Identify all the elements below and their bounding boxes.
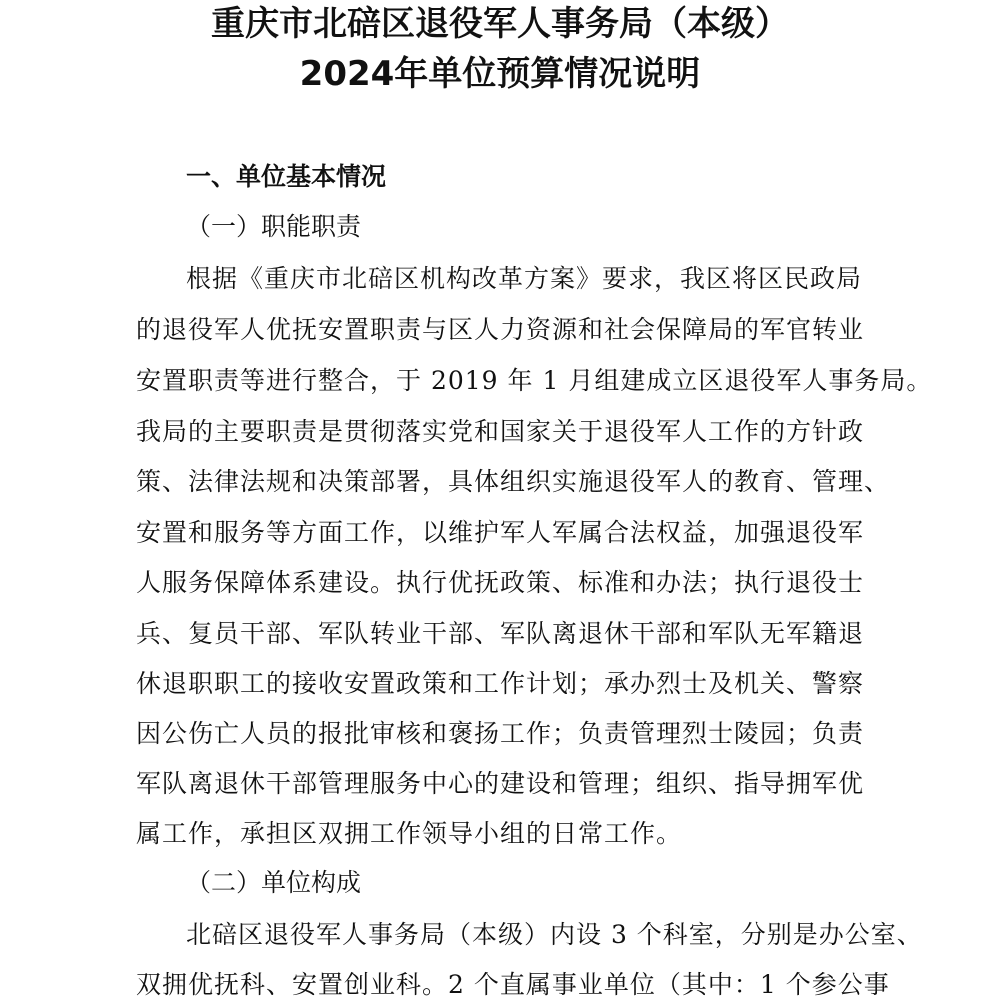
paragraph-line: 北碚区退役军人事务局（本级）内设 3 个科室，分别是办公室、 xyxy=(186,920,923,949)
document-title-line-1: 重庆市北碚区退役军人事务局（本级） xyxy=(211,4,789,44)
paragraph-line: 安置职责等进行整合，于 2019 年 1 月组建成立区退役军人事务局。 xyxy=(136,366,933,395)
paragraph-line: 我局的主要职责是贯彻落实党和国家关于退役军人工作的方针政 xyxy=(136,417,865,446)
paragraph-line: 因公伤亡人员的报批审核和褒扬工作；负责管理烈士陵园；负责 xyxy=(136,719,865,748)
paragraph-line: 人服务保障体系建设。执行优抚政策、标准和办法；执行退役士 xyxy=(136,568,865,597)
section-heading-basic-info: 一、单位基本情况 xyxy=(186,162,387,191)
paragraph-line: 兵、复员干部、军队转业干部、军队离退休干部和军队无军籍退 xyxy=(136,619,865,648)
paragraph-line: 的退役军人优抚安置职责与区人力资源和社会保障局的军官转业 xyxy=(136,315,865,344)
subsection-heading-duties: （一）职能职责 xyxy=(186,212,362,241)
subsection-heading-composition: （二）单位构成 xyxy=(186,868,362,897)
document-title-line-2: 2024年单位预算情况说明 xyxy=(299,54,701,94)
paragraph-line: 安置和服务等方面工作，以维护军人军属合法权益，加强退役军 xyxy=(136,518,865,547)
paragraph-line: 策、法律法规和决策部署，具体组织实施退役军人的教育、管理、 xyxy=(136,467,891,496)
paragraph-line: 休退职职工的接收安置政策和工作计划；承办烈士及机关、警察 xyxy=(136,669,865,698)
paragraph-line: 军队离退休干部管理服务中心的建设和管理；组织、指导拥军优 xyxy=(136,769,865,798)
paragraph-line: 属工作，承担区双拥工作领导小组的日常工作。 xyxy=(136,819,683,848)
paragraph-line: 双拥优抚科、安置创业科。2 个直属事业单位（其中：1 个参公事 xyxy=(136,970,890,999)
paragraph-line: 根据《重庆市北碚区机构改革方案》要求，我区将区民政局 xyxy=(186,264,863,293)
